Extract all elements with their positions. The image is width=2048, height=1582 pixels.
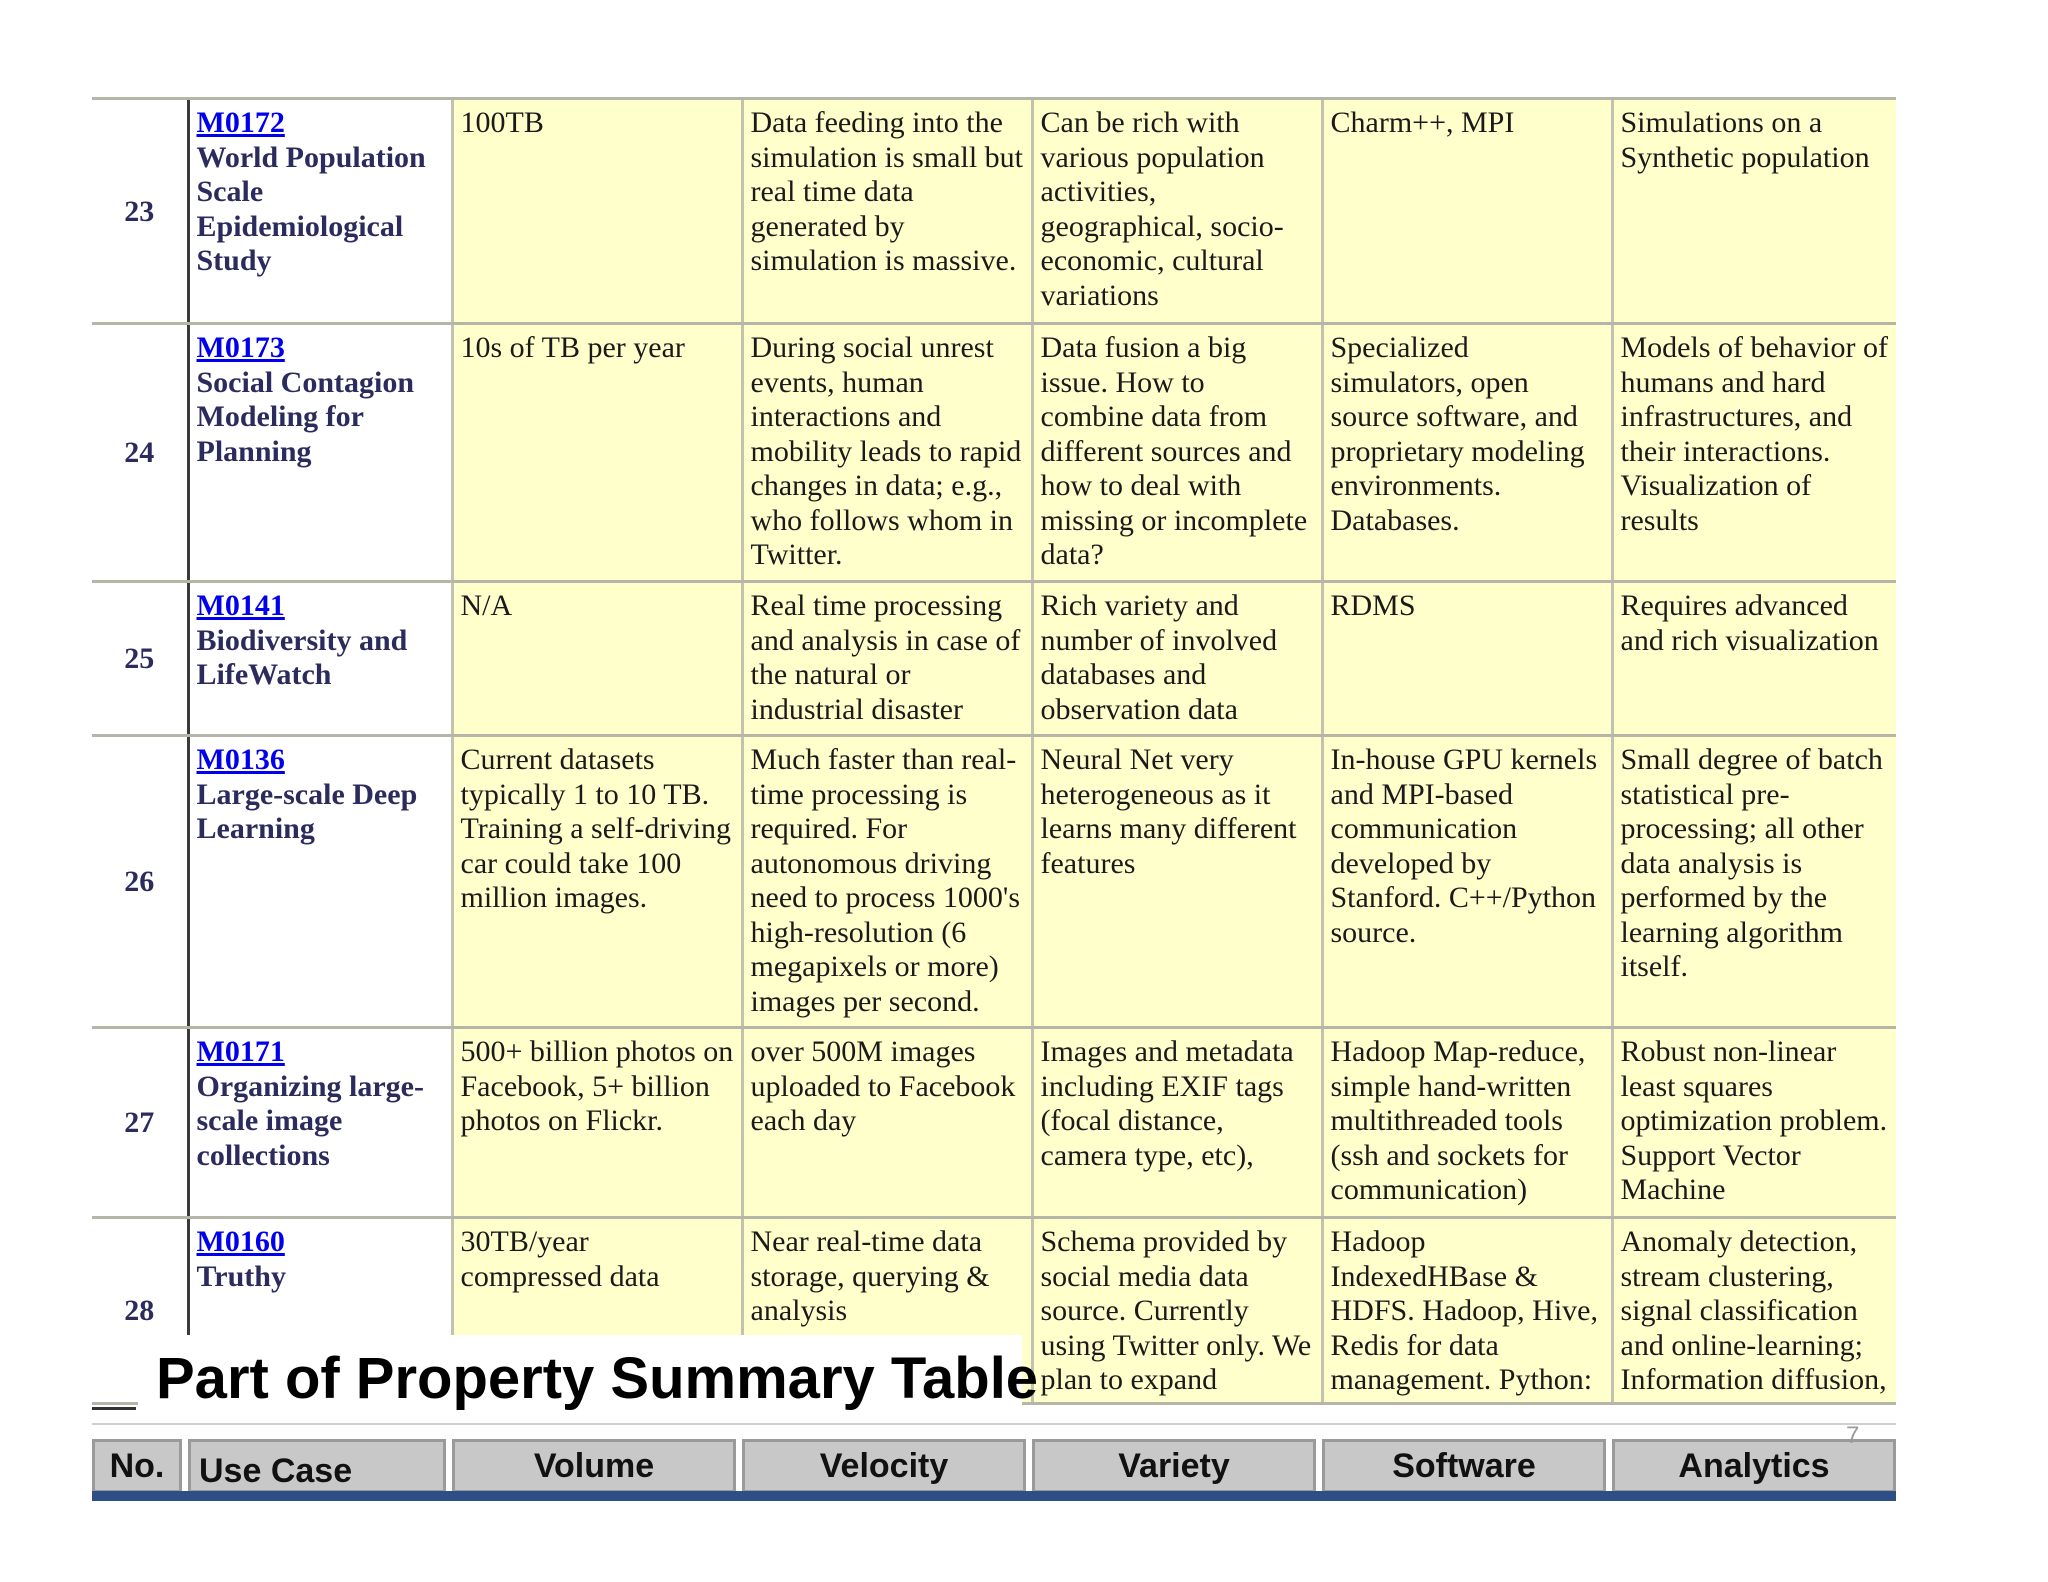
variety-cell: Schema provided by social media data source. Currently using Twitter only. We plan to expand (1032, 1218, 1322, 1404)
variety-cell: Images and metadata including EXIF tags (focal distance, camera type, etc), (1032, 1028, 1322, 1218)
table-row (92, 736, 1896, 1028)
use-case-cell (188, 99, 452, 324)
use-case-code-link[interactable]: M0172 (196, 106, 285, 139)
row-number: 26 (92, 736, 188, 1028)
header-software: Software (1322, 1439, 1606, 1493)
use-case-name: World Population Scale Epidemiological Study (196, 140, 426, 277)
variety-cell: Data fusion a big issue. How to combine data from different sources and how to deal with missing or incomplete data? (1032, 324, 1322, 582)
use-case-cell (188, 736, 452, 1028)
use-case-name: Large-scale Deep Learning (196, 777, 418, 845)
volume-cell: 500+ billion photos on Facebook, 5+ billion photos on Flickr. (452, 1028, 742, 1218)
volume-cell: 30TB/year compressed data (452, 1218, 742, 1404)
volume-cell: 100TB (452, 99, 742, 324)
variety-cell: Neural Net very heterogeneous as it learns many different features (1032, 736, 1322, 1028)
header-velocity: Velocity (742, 1439, 1026, 1493)
variety-cell: Can be rich with various population activities, geographical, socio-economic, cultural variations (1032, 99, 1322, 324)
use-case-name: Organizing large-scale image collections (196, 1069, 424, 1172)
variety-cell: Rich variety and number of involved databases and observation data (1032, 582, 1322, 736)
velocity-cell: Data feeding into the simulation is small but real time data generated by simulation is massive. (742, 99, 1032, 324)
header-variety: Variety (1032, 1439, 1316, 1493)
caption-rule (92, 1407, 136, 1410)
table-row (92, 1028, 1896, 1218)
velocity-cell: Real time processing and analysis in case of the natural or industrial disaster (742, 582, 1032, 736)
use-case-code-link[interactable]: M0173 (196, 331, 285, 364)
software-cell: Hadoop IndexedHBase & HDFS. Hadoop, Hive, Redis for data management. Python: (1322, 1218, 1612, 1404)
table-row (92, 582, 1896, 736)
header-bar (92, 1491, 1896, 1501)
analytics-cell: Simulations on a Synthetic population (1612, 99, 1896, 324)
table-row (92, 99, 1896, 324)
velocity-cell: During social unrest events, human interactions and mobility leads to rapid changes in data; e.g., who follows whom in Twitter. (742, 324, 1032, 582)
analytics-cell: Robust non-linear least squares optimization problem. Support Vector Machine (1612, 1028, 1896, 1218)
header-no: No. (92, 1439, 182, 1493)
velocity-cell: Much faster than real-time processing is required. For autonomous driving need to process 1000's high-resolution (6 megapixels or more) images per second. (742, 736, 1032, 1028)
use-case-name: Biodiversity and LifeWatch (196, 623, 408, 691)
analytics-cell: Models of behavior of humans and hard infrastructures, and their interactions. Visualization of results (1612, 324, 1896, 582)
row-number: 27 (92, 1028, 188, 1218)
row-number: 28 (92, 1218, 188, 1404)
analytics-cell: Requires advanced and rich visualization (1612, 582, 1896, 736)
analytics-cell: Anomaly detection, stream clustering, signal classification and online-learning; Information diffusion, (1612, 1218, 1896, 1404)
volume-cell: 10s of TB per year (452, 324, 742, 582)
software-cell: Charm++, MPI (1322, 99, 1612, 324)
use-case-cell (188, 582, 452, 736)
use-case-cell (188, 1028, 452, 1218)
use-case-name: Truthy (196, 1259, 286, 1293)
header-top-rule (92, 1423, 1896, 1425)
page-number: 7 (1846, 1422, 1860, 1449)
table-row (92, 324, 1896, 582)
header-use-case: Use Case (188, 1439, 446, 1493)
row-number: 24 (92, 324, 188, 582)
analytics-cell: Small degree of batch statistical pre-processing; all other data analysis is performed by the learning algorithm itself. (1612, 736, 1896, 1028)
property-table (92, 97, 1896, 1405)
software-cell: Hadoop Map-reduce, simple hand-written multithreaded tools (ssh and sockets for communication) (1322, 1028, 1612, 1218)
row-number: 25 (92, 582, 188, 736)
header-analytics: Analytics (1612, 1439, 1896, 1493)
use-case-code-link[interactable]: M0171 (196, 1035, 285, 1068)
volume-cell: Current datasets typically 1 to 10 TB. Training a self-driving car could take 100 million images. (452, 736, 742, 1028)
use-case-name: Social Contagion Modeling for Planning (196, 365, 415, 468)
table-header (92, 1435, 1896, 1497)
software-cell: RDMS (1322, 582, 1612, 736)
software-cell: In-house GPU kernels and MPI-based communication developed by Stanford. C++/Python source. (1322, 736, 1612, 1028)
use-case-cell (188, 324, 452, 582)
use-case-code-link[interactable]: M0136 (196, 743, 285, 776)
velocity-cell: over 500M images uploaded to Facebook each day (742, 1028, 1032, 1218)
use-case-code-link[interactable]: M0160 (196, 1225, 285, 1258)
row-number: 23 (92, 99, 188, 324)
header-volume: Volume (452, 1439, 736, 1493)
use-case-code-link[interactable]: M0141 (196, 589, 285, 622)
volume-cell: N/A (452, 582, 742, 736)
velocity-cell: Near real-time data storage, querying & analysis (742, 1218, 1032, 1404)
slide-caption: Part of Property Summary Table (156, 1346, 1039, 1411)
software-cell: Specialized simulators, open source software, and proprietary modeling environments. Databases. (1322, 324, 1612, 582)
